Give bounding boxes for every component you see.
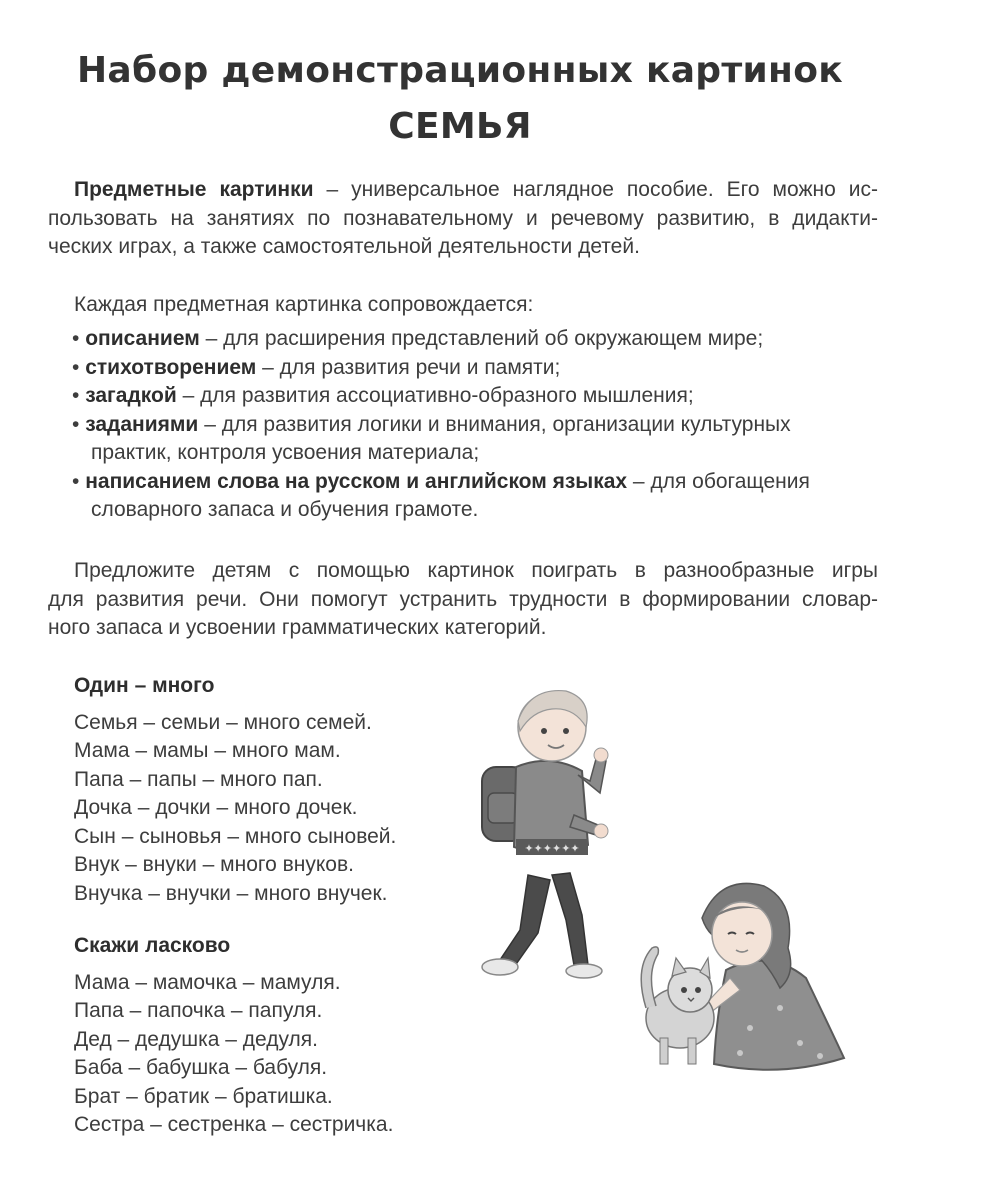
bullet-dot: • xyxy=(72,469,80,493)
intro-bold-term: Предметные картинки xyxy=(74,178,314,201)
one-many-heading: Один – много xyxy=(74,674,215,697)
page-subtitle: СЕМЬЯ xyxy=(388,106,532,147)
list-item-bold: стихотворением xyxy=(85,355,257,379)
suggest-line-1: Предложите детям с помощью картинок поиграть в разнообразные игры xyxy=(74,559,878,582)
affectionate-line: Брат – братик – братишка. xyxy=(74,1084,333,1108)
bullet-dot: • xyxy=(72,327,80,350)
affectionate-heading: Скажи ласково xyxy=(74,934,231,957)
list-item xyxy=(72,382,872,411)
bullet-dot: • xyxy=(72,355,80,379)
suggest-line-3: ного запаса и усвоении грамматических категорий. xyxy=(48,616,547,639)
one-many-line: Папа – папы – много пап. xyxy=(74,767,323,791)
one-many-line: Сын – сыновья – много сыновей. xyxy=(74,824,397,848)
list-item-bold: написанием слова на русском и английском языках xyxy=(85,469,628,493)
affectionate-line: Дед – дедушка – дедуля. xyxy=(74,1027,319,1051)
intro-line-1 xyxy=(48,176,878,205)
one-many-section xyxy=(74,672,474,908)
list-item-bold: описанием xyxy=(85,327,200,350)
accompany-lead: Каждая предметная картинка сопровождается: xyxy=(74,293,534,316)
affectionate-line: Мама – мамочка – мамуля. xyxy=(74,970,341,994)
intro-line-3: ческих играх, а также самостоятельной деятельности детей. xyxy=(48,235,640,258)
suggest-line-2: для развития речи. Они помогут устранить трудности в формировании словар- xyxy=(48,587,878,611)
boy-with-backpack-icon xyxy=(470,675,630,995)
intro-line-1-rest: – универсальное наглядное пособие. Его можно ис- xyxy=(313,178,878,201)
suggest-paragraph xyxy=(48,557,878,643)
intro-paragraph xyxy=(48,176,878,262)
list-item-bold: загадкой xyxy=(85,384,177,407)
affectionate-line: Папа – папочка – папуля. xyxy=(74,999,323,1022)
list-item xyxy=(72,354,872,383)
list-item-continuation: практик, контроля усвоения материала; xyxy=(91,441,480,464)
one-many-line: Внук – внуки – много внуков. xyxy=(74,853,354,876)
list-item xyxy=(72,325,872,354)
one-many-line: Дочка – дочки – много дочек. xyxy=(74,796,358,819)
girl-with-kitten-icon xyxy=(630,878,860,1078)
list-item-text: – для расширения представлений об окружающем мире; xyxy=(199,327,764,350)
list-item-text: – для развития речи и памяти; xyxy=(256,355,561,379)
page-title: Набор демонстрационных картинок xyxy=(76,50,843,91)
list-item xyxy=(72,411,872,468)
affectionate-section xyxy=(74,932,474,1140)
accompany-list xyxy=(72,325,872,525)
one-many-line: Мама – мамы – много мам. xyxy=(74,739,341,762)
list-item-bold: заданиями xyxy=(85,412,199,436)
intro-line-2: пользовать на занятиях по познавательному и речевому развитию, в дидакти- xyxy=(48,206,878,230)
affectionate-line: Баба – бабушка – бабуля. xyxy=(74,1056,328,1079)
svg-text:✦✦✦✦✦✦: ✦✦✦✦✦✦ xyxy=(524,842,580,855)
list-item-continuation: словарного запаса и обучения грамоте. xyxy=(91,498,479,521)
one-many-line: Семья – семьи – много семей. xyxy=(74,710,372,734)
affectionate-line: Сестра – сестренка – сестричка. xyxy=(74,1113,394,1136)
list-item-text: – для развития ассоциативно-образного мышления; xyxy=(176,384,694,407)
bullet-dot: • xyxy=(72,412,80,436)
bullet-dot: • xyxy=(72,384,80,407)
list-item xyxy=(72,468,872,525)
one-many-line: Внучка – внучки – много внучек. xyxy=(74,881,388,905)
list-item-text: – для обогащения xyxy=(627,469,810,493)
list-item-text: – для развития логики и внимания, организации культурных xyxy=(198,412,791,436)
